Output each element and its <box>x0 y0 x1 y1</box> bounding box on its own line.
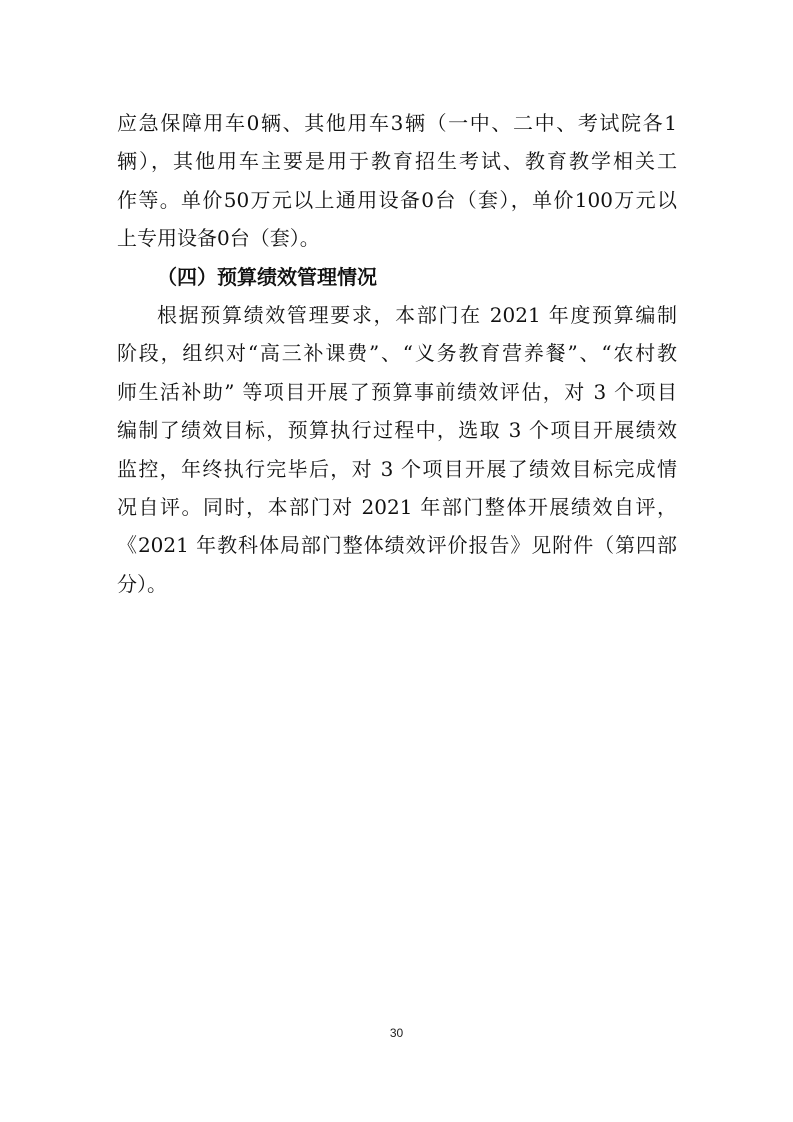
text-line: 师生活补助” 等项目开展了预算事前绩效评估，对 3 个项目 <box>117 379 677 404</box>
text-line: 上专用设备0台（套）。 <box>117 226 320 251</box>
text-line: 监控，年终执行完毕后，对 3 个项目开展了绩效目标完成情 <box>117 456 677 481</box>
text-line: 辆），其他用车主要是用于教育招生考试、教育教学相关工 <box>117 149 677 174</box>
text-line: 应急保障用车0辆、其他用车3辆（一中、二中、考试院各1 <box>117 111 677 135</box>
section-heading: （四）预算绩效管理情况 <box>157 264 377 289</box>
text-line: 分）。 <box>117 571 167 596</box>
page-number: 30 <box>389 1026 404 1040</box>
text-line: 《2021 年教科体局部门整体绩效评价报告》见附件（第四部 <box>117 533 677 558</box>
body-text <box>117 104 677 603</box>
text-line: 作等。单价50万元以上通用设备0台（套），单价100万元以 <box>117 187 677 212</box>
text-line: 根据预算绩效管理要求，本部门在 2021 年度预算编制 <box>157 302 677 327</box>
text-line: 阶段，组织对“高三补课费”、“义务教育营养餐”、“农村教 <box>117 341 677 366</box>
text-line: 编制了绩效目标，预算执行过程中，选取 3 个项目开展绩效 <box>117 418 677 443</box>
text-line: 况自评。同时，本部门对 2021 年部门整体开展绩效自评， <box>117 494 677 519</box>
